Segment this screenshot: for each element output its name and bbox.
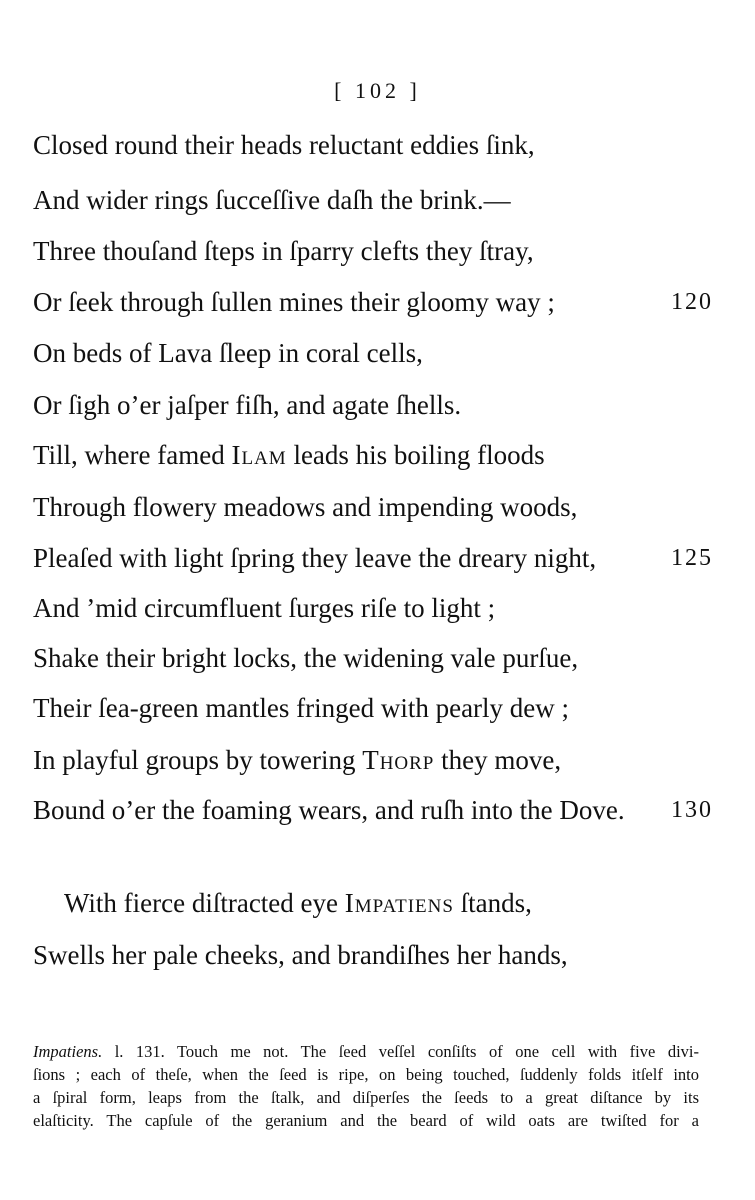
verse-segment: Or ſigh o’er jaſper fiſh, and agate ſhells. bbox=[33, 390, 462, 420]
verse-line bbox=[33, 593, 713, 623]
verse-line bbox=[33, 390, 713, 420]
verse-segment: Their ſea-green mantles fringed with pearly dew ; bbox=[33, 693, 570, 723]
verse-segment: With fierce diſtracted eye bbox=[64, 888, 345, 918]
verse-text bbox=[33, 693, 569, 723]
verse-line bbox=[33, 693, 713, 723]
verse-line bbox=[33, 543, 713, 573]
small-caps-name: Thorp bbox=[362, 745, 435, 775]
line-number: 130 bbox=[671, 797, 713, 823]
verse-segment: Three thouſand ſteps in ſparry clefts they ſtray, bbox=[33, 236, 534, 266]
verse-line bbox=[33, 185, 713, 215]
verse-text bbox=[33, 940, 568, 970]
verse-line bbox=[33, 643, 713, 673]
verse-segment: On beds of Lava ſleep in coral cells, bbox=[33, 338, 423, 368]
verse-line bbox=[33, 795, 713, 825]
line-number: 125 bbox=[671, 545, 713, 571]
verse-text bbox=[64, 888, 532, 918]
verse-segment: Shake their bright locks, the widening vale purſue, bbox=[33, 643, 579, 673]
verse-segment: In playful groups by towering bbox=[33, 745, 363, 775]
verse-segment: ſtands, bbox=[453, 888, 532, 918]
verse-line bbox=[33, 940, 713, 970]
footnote bbox=[33, 1040, 699, 1132]
verse-segment: And ’mid circumfluent ſurges riſe to light ; bbox=[33, 593, 496, 623]
verse-line bbox=[33, 745, 713, 775]
page-number: [ 102 ] bbox=[334, 78, 421, 103]
verse-line bbox=[33, 287, 713, 317]
verse-segment: And wider rings ſucceſſive daſh the brink.— bbox=[33, 185, 511, 215]
footnote-lead: Impatiens. bbox=[33, 1042, 103, 1061]
verse-text bbox=[33, 440, 545, 470]
verse-text bbox=[33, 643, 578, 673]
verse-text bbox=[33, 593, 495, 623]
footnote-line bbox=[33, 1040, 699, 1063]
verse-text bbox=[33, 543, 596, 573]
verse-line bbox=[33, 492, 713, 522]
footnote-line-text: l. 131. Touch me not. The ſeed veſſel conſiſts of one cell with five divi- bbox=[102, 1042, 699, 1061]
verse-text bbox=[33, 795, 625, 825]
verse-segment: Closed round their heads reluctant eddies ſink, bbox=[33, 130, 535, 160]
verse-text bbox=[33, 492, 577, 522]
verse-text bbox=[33, 745, 561, 775]
verse-line bbox=[64, 888, 713, 918]
small-caps-name: Impatiens bbox=[344, 888, 454, 918]
verse-segment: Pleaſed with light ſpring they leave the dreary night, bbox=[33, 543, 597, 573]
verse-text bbox=[33, 338, 423, 368]
footnote-line: elaſticity. The capſule of the geranium and the beard of wild oats are twiſted for a bbox=[33, 1111, 699, 1130]
verse-segment: leads his boiling floods bbox=[286, 440, 545, 470]
verse-text bbox=[33, 185, 511, 215]
footnote-line: a ſpiral form, leaps from the ſtalk, and diſperſes the ſeeds to a great diſtance by its bbox=[33, 1088, 699, 1107]
small-caps-name: Ilam bbox=[231, 440, 287, 470]
footnote-line: ſions ; each of theſe, when the ſeed is ripe, on being touched, ſuddenly folds itſelf into bbox=[33, 1065, 699, 1084]
verse-segment: Till, where famed bbox=[33, 440, 232, 470]
verse-text bbox=[33, 236, 534, 266]
verse-segment: they move, bbox=[434, 745, 562, 775]
line-number: 120 bbox=[671, 289, 713, 315]
verse-line bbox=[33, 440, 713, 470]
verse-line bbox=[33, 130, 713, 160]
verse-segment: Or ſeek through ſullen mines their gloomy way ; bbox=[33, 287, 555, 317]
verse-segment: Bound o’er the foaming wears, and ruſh into the Dove. bbox=[33, 795, 625, 825]
verse-text bbox=[33, 390, 461, 420]
verse-line bbox=[33, 236, 713, 266]
verse-segment: Through flowery meadows and impending woods, bbox=[33, 492, 578, 522]
verse-text bbox=[33, 130, 535, 160]
verse-line bbox=[33, 338, 713, 368]
verse-segment: Swells her pale cheeks, and brandiſhes her hands, bbox=[33, 940, 568, 970]
verse-text bbox=[33, 287, 555, 317]
